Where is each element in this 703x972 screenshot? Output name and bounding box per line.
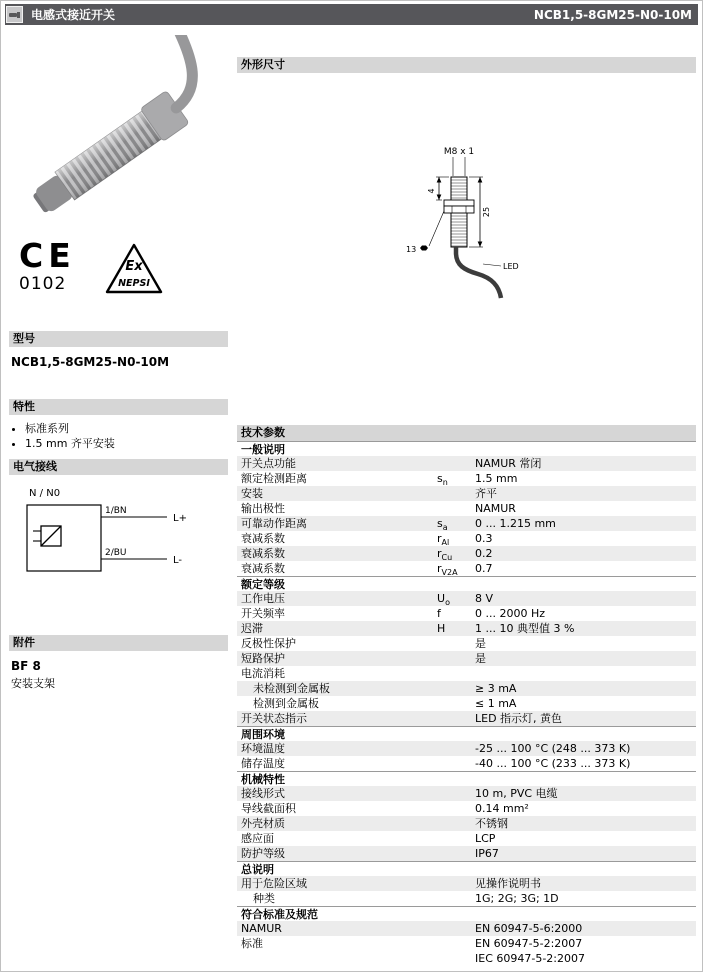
spec-value: LED 指示灯, 黄色 [475,712,563,725]
spec-section-row [237,771,696,786]
accessory-description: 安装支架 [11,677,55,690]
spec-value: NAMUR [475,502,516,515]
spec-label: 导线截面积 [241,802,296,815]
spec-label: 衰减系数 [241,562,285,575]
spec-symbol [437,756,475,771]
spec-value: IEC 60947-5-2:2007 [475,952,585,965]
spec-row [237,606,696,621]
spec-label: 输出极性 [241,502,285,515]
spec-row [237,846,696,861]
spec-label: 种类 [253,892,275,905]
spec-value: 10 m, PVC 电缆 [475,787,558,800]
spec-value: NAMUR 常闭 [475,457,542,470]
spec-value: -40 ... 100 °C (233 ... 373 K) [475,757,631,770]
spec-row [237,876,696,891]
spec-symbol [437,831,475,846]
spec-value: 0.7 [475,562,493,575]
ex-mark-text: Ex [125,259,143,274]
spec-symbol: f [437,607,441,620]
pin-1-label: 1/BN [105,506,127,516]
feature-item: • 1.5 mm 齐平安装 [25,436,228,451]
spec-value: ≥ 3 mA [475,682,517,695]
product-type-title: 电感式接近开关 [31,8,116,22]
cable-line [456,247,501,298]
spec-value: 0.14 mm² [475,802,529,815]
spec-value: 0 ... 2000 Hz [475,607,546,620]
spec-section-label: 一般说明 [241,443,285,456]
feature-list [25,421,228,451]
spec-section-label: 周围环境 [241,728,285,741]
ce-logo [19,236,76,294]
spec-label: 迟滞 [241,622,263,635]
spec-value: IP67 [475,847,499,860]
dim-4-label: 4 [426,188,436,194]
spec-value [475,666,696,681]
spec-label: 反极性保护 [241,637,296,650]
product-photo-image [9,35,228,235]
spec-label: 接线形式 [241,787,285,800]
section-heading-dimensions: 外形尺寸 [237,57,696,73]
spec-label: 短路保护 [241,652,285,665]
spec-label: 开关状态指示 [241,712,307,725]
spec-row [237,621,696,636]
circuit-label: N / N0 [29,488,61,499]
spec-symbol [437,891,475,906]
wrench-icon [420,246,428,251]
wiring-diagram [17,483,217,611]
spec-symbol [437,741,475,756]
header-bar [5,4,698,25]
spec-symbol: $r_{V2A}$ [437,562,458,576]
spec-section-label: 机械特性 [241,773,285,786]
spec-symbol [437,456,475,471]
section-heading-model: 型号 [9,331,228,347]
spec-symbol [437,816,475,831]
spec-label: 额定检测距离 [241,472,307,485]
dim-13-label: 13 [405,245,416,254]
spec-label: 检测到金属板 [253,697,319,710]
dimension-drawing [237,73,696,425]
spec-value: 8 V [475,592,494,605]
spec-symbol [437,651,475,666]
led-label: LED [502,262,519,271]
spec-label: 用于危险区域 [241,877,307,890]
spec-label: 储存温度 [241,757,285,770]
spec-value: EN 60947-5-6:2000 [475,922,583,935]
feature-item: • 标准系列 [25,421,228,436]
specs-table [237,441,696,966]
nepsi-text: NEPSI [117,278,150,289]
spec-label: 未检测到金属板 [253,682,330,695]
sensor-icon [6,6,23,23]
spec-symbol: $U_o$ [437,592,450,606]
left-column [9,35,228,691]
spec-row [237,516,696,531]
spec-section-label: 总说明 [241,863,274,876]
spec-symbol [437,501,475,516]
sensor-glyph [8,8,22,22]
spec-row [237,456,696,471]
spec-row [237,636,696,651]
spec-label [237,951,437,966]
spec-section-label: 符合标准及规范 [241,908,318,921]
spec-value: 1.5 mm [475,472,518,485]
terminal-plus-label: L+ [173,513,187,524]
spec-value: 0 ... 1.215 mm [475,517,556,530]
spec-symbol [437,876,475,891]
spec-value: 0.2 [475,547,493,560]
spec-label: 安装 [241,487,263,500]
section-heading-specs: 技术参数 [237,425,696,441]
section-heading-accessories: 附件 [9,635,228,651]
spec-row [237,696,696,711]
spec-symbol: H [437,622,446,635]
spec-row [237,756,696,771]
spec-label: 衰减系数 [241,532,285,545]
spec-row [237,891,696,906]
spec-symbol: $r_{Al}$ [437,532,450,546]
dim-25-label: 25 [481,206,491,218]
spec-row [237,921,696,936]
spec-row [237,741,696,756]
spec-row [237,936,696,951]
spec-section-row [237,906,696,921]
spec-symbol [437,801,475,816]
spec-label: 外壳材质 [241,817,285,830]
spec-value: ≤ 1 mA [475,697,517,710]
spec-value: 1G; 2G; 3G; 1D [475,892,559,905]
spec-section-label: 额定等级 [241,578,285,591]
spec-label: 标准 [241,937,263,950]
spec-value: 是 [475,652,486,665]
pin-2-label: 2/BU [105,548,127,558]
spec-label: 开关频率 [241,607,285,620]
spec-value: 齐平 [475,487,497,500]
spec-row [237,801,696,816]
spec-value: 不锈钢 [475,817,508,830]
terminal-minus-label: L- [173,555,183,566]
spec-value: 0.3 [475,532,493,545]
spec-row [237,951,696,966]
spec-value: EN 60947-5-2:2007 [475,937,583,950]
spec-label: 防护等级 [241,847,285,860]
spec-label: 衰减系数 [241,547,285,560]
spec-row [237,651,696,666]
spec-row [237,531,696,546]
spec-row [237,486,696,501]
part-number-title: NCB1,5-8GM25-N0-10M [533,7,692,22]
spec-value: 是 [475,637,486,650]
spec-symbol [437,786,475,801]
spec-label: 感应面 [241,832,274,845]
spec-row [237,546,696,561]
spec-symbol [437,921,475,936]
spec-symbol [437,666,475,681]
spec-section-row [237,576,696,591]
spec-section-row [237,726,696,741]
spec-row [237,786,696,801]
spec-symbol [437,636,475,651]
spec-symbol [437,711,475,726]
ce-number: 0102 [19,274,67,294]
spec-row [237,591,696,606]
section-heading-features: 特性 [9,399,228,415]
spec-row [237,711,696,726]
spec-label: 可靠动作距离 [241,517,307,530]
spec-section-row [237,861,696,876]
spec-row [237,831,696,846]
spec-symbol [437,951,475,966]
dimension-figure [352,143,582,393]
spec-row [237,681,696,696]
spec-row [237,501,696,516]
spec-symbol [437,486,475,501]
spec-row [237,561,696,576]
spec-label: 电流消耗 [241,667,285,680]
certification-logos [19,236,228,305]
spec-label: 环境温度 [241,742,285,755]
spec-symbol: $s_a$ [437,517,448,531]
spec-value: LCP [475,832,496,845]
ce-mark: CE [19,236,76,275]
ex-nepsi-logo [104,241,164,297]
spec-symbol [437,681,475,696]
spec-symbol [437,696,475,711]
spec-row [237,816,696,831]
spec-row [237,471,696,486]
spec-symbol [437,936,475,951]
spec-row [237,666,696,681]
spec-label: 工作电压 [241,592,285,605]
spec-label: NAMUR [241,922,282,935]
spec-label: 开关点功能 [241,457,296,470]
accessory-code: BF 8 [11,659,41,673]
spec-value: 见操作说明书 [475,877,541,890]
thread-label: M8 x 1 [443,147,474,157]
product-photo [9,35,228,235]
spec-symbol: $r_{Cu}$ [437,547,453,561]
spec-value: 1 ... 10 典型值 3 % [475,622,575,635]
spec-symbol: $s_n$ [437,472,448,486]
section-heading-wiring: 电气接线 [9,459,228,475]
spec-section-row [237,441,696,456]
model-number: NCB1,5-8GM25-N0-10M [11,355,170,369]
right-column [237,57,696,966]
spec-symbol [437,846,475,861]
spec-value: -25 ... 100 °C (248 ... 373 K) [475,742,631,755]
